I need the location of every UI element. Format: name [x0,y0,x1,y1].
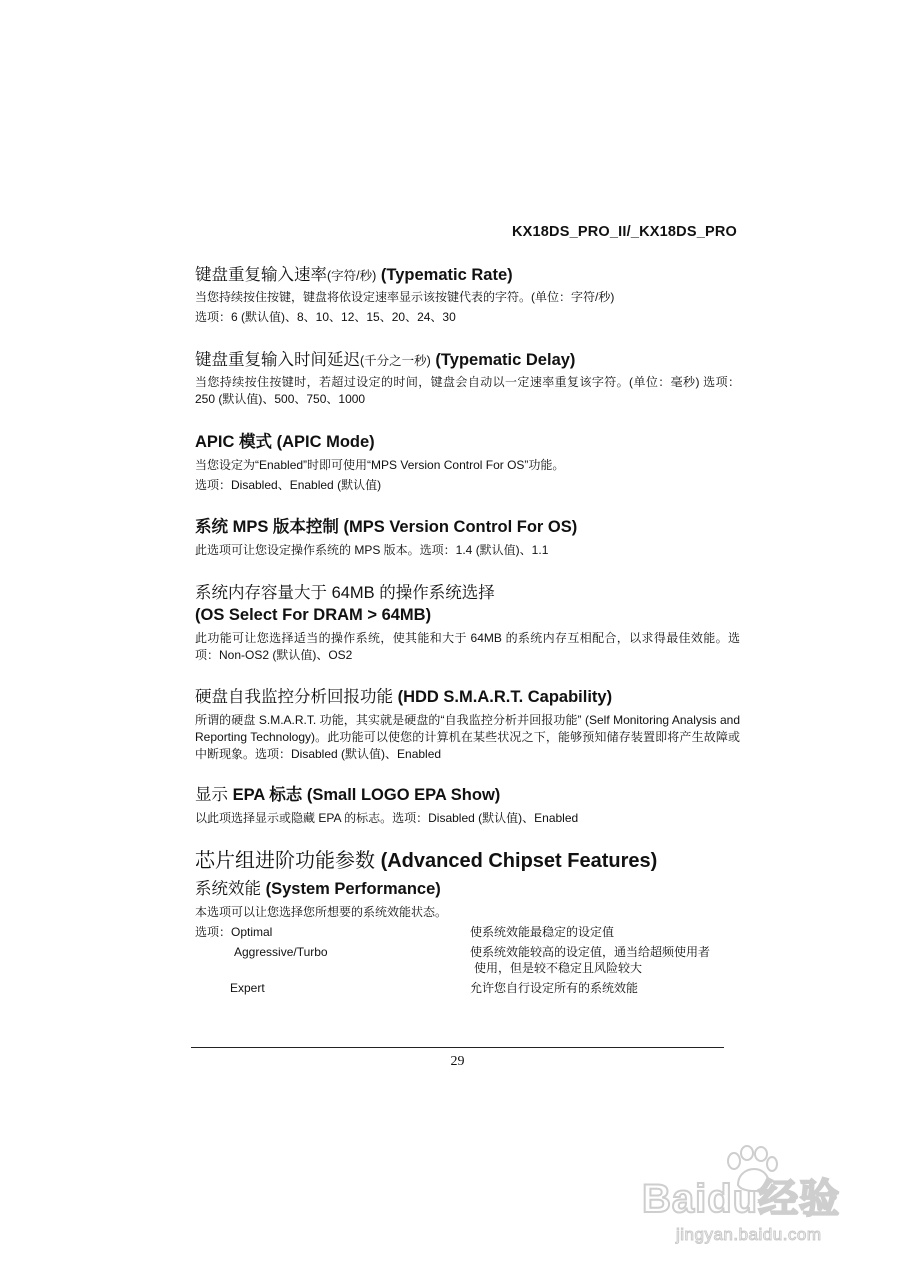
option-desc-continued: 使用，但是较不稳定且风险较大 [474,961,643,975]
section-text: 此功能可让您选择适当的操作系统，使其能和大于 64MB 的系统内存互相配合，以求得最佳效能。选项：Non-OS2 (默认值)、OS2 [195,631,740,662]
section-typematic-rate [195,264,740,326]
section-heading-en [195,604,740,626]
heading-en: (OS Select For DRAM > 64MB) [195,606,432,624]
chapter-heading [195,848,740,874]
page-number: 29 [450,1054,465,1069]
section-text: 所谓的硬盘 S.M.A.R.T. 功能，其实就是硬盘的“自我监控分析并回报功能” (Self Monitoring Analysis and Reporting Technology)。此功能可以使您的计算机在某些状况之下，能够预知储存装置即将产生故障或中断现象。选项：Disabled (默认值)、Enabled [195,713,740,761]
watermark-url: jingyan.baidu.com [676,1225,822,1244]
heading-cn: 显示 [195,786,228,804]
section-apic-mode [195,431,740,494]
section-text: 以此项选择显示或隐藏 EPA 的标志。选项：Disabled (默认值)、Enabled [195,811,579,825]
heading-cn: 系统效能 [195,880,261,898]
heading-en: APIC 模式 (APIC Mode) [195,433,375,451]
section-epa-logo [195,784,740,827]
section-typematic-delay [195,349,740,408]
section-system-performance [195,878,740,921]
section-heading [195,431,740,453]
heading-cn: 键盘重复输入时间延迟 [195,351,360,369]
heading-cn: 键盘重复输入速率 [195,266,327,284]
section-heading [195,784,740,806]
section-heading [195,516,740,538]
section-text: 当您持续按住按键时，若超过设定的时间，键盘会自动以一定速率重复该字符。(单位：毫秒) 选项：250 (默认值)、500、750、1000 [195,375,740,406]
footer-divider [191,1047,724,1048]
heading-en: 系统 MPS 版本控制 (MPS Version Control For OS) [195,518,578,536]
section-text: 本选项可以让您选择您所想要的系统效能状态。 [195,905,448,919]
section-options: 选项：Disabled、Enabled (默认值) [195,478,382,492]
baidu-watermark [640,1145,870,1255]
page-header-model: KX18DS_PRO_II/_KX18DS_PRO [511,224,737,240]
option-name: Expert [230,981,265,995]
option-desc: 允许您自行设定所有的系统效能 [470,981,639,995]
heading-en: EPA 标志 (Small LOGO EPA Show) [232,786,501,804]
section-os-select [195,582,740,664]
section-heading-cn [195,582,740,604]
option-name: 选项：Optimal [195,925,273,939]
heading-en: (HDD S.M.A.R.T. Capability) [397,688,613,706]
option-desc: 使系统效能较高的设定值，通当给超频使用者 [470,945,711,959]
section-heading [195,686,740,708]
heading-cn: 硬盘自我监控分析回报功能 [195,688,393,706]
heading-unit: (千分之一秒) [360,354,431,368]
heading-cn: 系统内存容量大于 64MB 的操作系统选择 [195,584,495,602]
heading-unit: (字符/秒) [327,269,377,283]
watermark-brand: Baidu经验 [642,1177,841,1221]
heading-en: (Typematic Rate) [380,266,513,284]
option-name: Aggressive/Turbo [234,945,328,959]
chapter-heading-en: (Advanced Chipset Features) [380,850,658,872]
section-heading [195,264,740,287]
section-hdd-smart [195,686,740,763]
chapter-heading-cn: 芯片组进阶功能参数 [195,850,375,872]
section-text: 当您设定为“Enabled”时即可使用“MPS Version Control For OS”功能。 [195,458,565,472]
section-mps-version [195,516,740,559]
heading-en: (System Performance) [265,880,441,898]
section-text: 当您持续按住按键，键盘将依设定速率显示该按键代表的字符。(单位：字符/秒) [195,290,615,304]
section-text: 此选项可让您设定操作系统的 MPS 版本。选项：1.4 (默认值)、1.1 [195,543,549,557]
section-heading [195,878,740,900]
chapter-advanced-chipset [195,848,740,874]
section-heading [195,349,740,372]
heading-en: (Typematic Delay) [435,351,576,369]
option-desc: 使系统效能最稳定的设定值 [470,925,615,939]
section-options: 选项：6 (默认值)、8、10、12、15、20、24、30 [195,310,456,324]
